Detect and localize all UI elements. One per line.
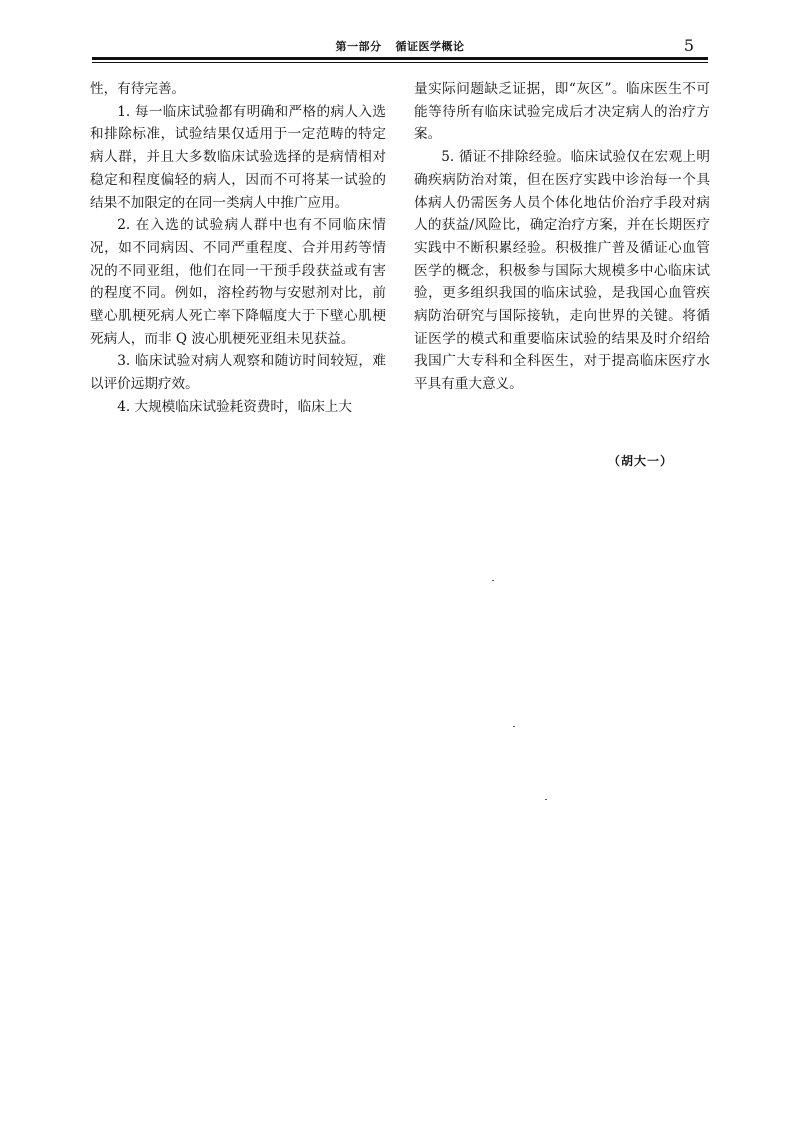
header-title: [92, 38, 708, 54]
author-signature: （胡大一）: [608, 454, 674, 468]
paragraph-continuation: 性，有待完善。: [90, 81, 186, 97]
header-rule-thin: [92, 62, 708, 63]
left-column: [90, 78, 386, 419]
paragraph-point-4: 4. 大规模临床试验耗资费时，临床上大: [117, 398, 352, 415]
paragraph-point-1: 1. 每一临床试验都有明确和严格的病人入选和排除标准，试验结果仅适用于一定范畴的特定病人群，并且大多数临床试验选择的是病情相对稳定和程度偏轻的病人，因而不可将某一试验的结果不加限定的在同一类病人中推广应用。: [90, 103, 386, 211]
paragraph-point-5: 5. 循证不排除经验。临床试验仅在宏观上明确疾病防治对策，但在医疗实践中诊治每一个具体病人仍需医务人员个体化地估价治疗手段对病人的获益/风险比，确定治疗方案，并在长期医疗实践中不断积累经验。积极推广普及循证心血管医学的概念，积极参与国际大规模多中心临床试验，更多组织我国的临床试验，是我国心血管疾病防治研究与国际接轨，走向世界的关键。将循证医学的模式和重要临床试验的结果及时介绍给我国广大专科和全科医生，对于提高临床医疗水平具有重大意义。: [414, 149, 710, 393]
scan-speck: [545, 799, 547, 800]
scan-speck: [513, 726, 515, 727]
paragraph-point-3: 3. 临床试验对病人观察和随访时间较短，难以评价远期疗效。: [90, 353, 386, 393]
right-column: [414, 78, 710, 396]
header-part: 第一部分: [335, 40, 382, 53]
paragraph-point-4-continued: 量实际问题缺乏证据，即“灰区”。临床医生不可能等待所有临床试验完成后才决定病人的治疗方案。: [414, 81, 710, 143]
running-header: [92, 36, 708, 66]
header-rule-thick: [92, 57, 708, 60]
header-section: 循证医学概论: [395, 40, 465, 53]
scan-speck: [492, 580, 494, 581]
page-number: 5: [683, 36, 694, 55]
paragraph-point-2: 2. 在入选的试验病人群中也有不同临床情况，如不同病因、不同严重程度、合并用药等情况的不同亚组，他们在同一干预手段获益或有害的程度不同。例如，溶栓药物与安慰剂对比，前壁心肌梗死病人死亡率下降幅度大于下壁心肌梗死病人，而非 Q 波心肌梗死亚组未见获益。: [90, 217, 386, 347]
